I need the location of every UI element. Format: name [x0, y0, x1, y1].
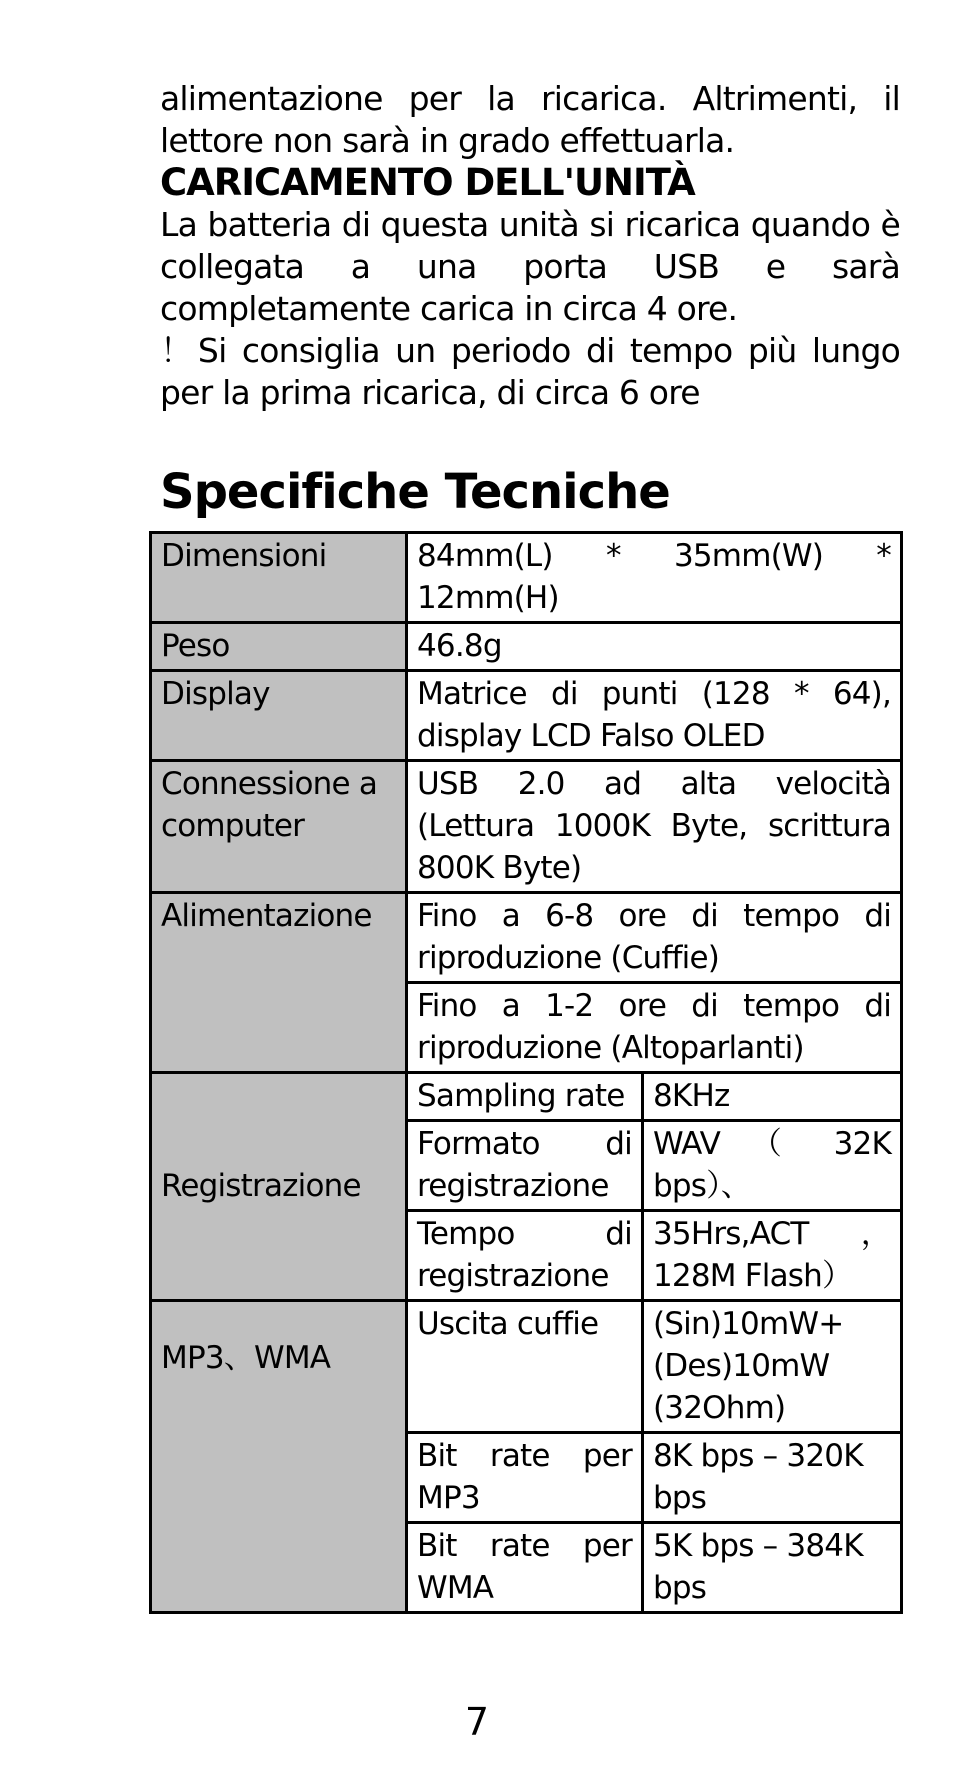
spec-value-alimentazione-cuffie: Fino a 6-8 ore di tempo di riproduzione (Cuffie): [407, 893, 902, 983]
table-row: [151, 1301, 902, 1433]
spec-label-registrazione: Registrazione: [151, 1073, 407, 1301]
spec-value-uscita-cuffie: (Sin)10mW+ (Des)10mW (32Ohm): [643, 1301, 902, 1433]
intro-line-1: alimentazione per la ricarica. Altrimenti, il: [160, 79, 900, 118]
spec-value-dimensioni: 84mm(L) * 35mm(W) * 12mm(H): [407, 533, 902, 623]
spec-label-alimentazione: Alimentazione: [151, 893, 407, 1073]
page-number: 7: [464, 1700, 490, 1744]
spec-label-connessione: Connessione a computer: [151, 761, 407, 893]
table-row: [151, 671, 902, 761]
spec-label-peso: Peso: [151, 623, 407, 671]
specs-table: [149, 531, 903, 1614]
spec-key-formato: Formato di registrazione: [407, 1121, 643, 1211]
spec-key-bitrate-mp3: Bit rate per MP3: [407, 1433, 643, 1523]
spec-value-sampling-rate: 8KHz: [643, 1073, 902, 1121]
spec-key-uscita-cuffie: Uscita cuffie: [407, 1301, 643, 1433]
spec-label-mp3wma-text: MP3、WMA: [161, 1340, 331, 1376]
spec-value-tempo: 35Hrs,ACT ， 128M Flash）: [643, 1211, 902, 1301]
spec-value-bitrate-mp3: 8K bps – 320K bps: [643, 1433, 902, 1523]
spec-value-peso: 46.8g: [407, 623, 902, 671]
spec-label-display: Display: [151, 671, 407, 761]
spec-value-display: Matrice di punti (128 * 64), display LCD Falso OLED: [407, 671, 902, 761]
table-row: [151, 761, 902, 893]
spec-key-tempo: Tempo di registrazione: [407, 1211, 643, 1301]
charging-note: ！Si consiglia un periodo di tempo più lungo per la prima ricarica, di circa 6 ore: [160, 331, 900, 412]
charging-heading: CARICAMENTO DELL'UNITÀ: [160, 161, 695, 204]
table-row: [151, 1073, 902, 1121]
table-row: [151, 893, 902, 983]
intro-section: [160, 78, 900, 414]
table-row: [151, 533, 902, 623]
spec-label-dimensioni: Dimensioni: [151, 533, 407, 623]
spec-value-alimentazione-altoparlanti: Fino a 1-2 ore di tempo di riproduzione (Altoparlanti): [407, 983, 902, 1073]
spec-label-mp3wma: [151, 1301, 407, 1613]
charging-paragraph: La batteria di questa unità si ricarica quando è collegata a una porta USB e sarà completamente carica in circa 4 ore.: [160, 205, 900, 328]
specs-title: Specifiche Tecniche: [160, 464, 670, 520]
spec-key-bitrate-wma: Bit rate per WMA: [407, 1523, 643, 1613]
table-row: [151, 623, 902, 671]
intro-line-2: lettore non sarà in grado effettuarla.: [160, 121, 735, 160]
spec-value-connessione: USB 2.0 ad alta velocità (Lettura 1000K Byte, scrittura 800K Byte): [407, 761, 902, 893]
spec-value-formato: WAV （ 32K bps）、: [643, 1121, 902, 1211]
spec-value-bitrate-wma: 5K bps – 384K bps: [643, 1523, 902, 1613]
spec-key-sampling-rate: Sampling rate: [407, 1073, 643, 1121]
